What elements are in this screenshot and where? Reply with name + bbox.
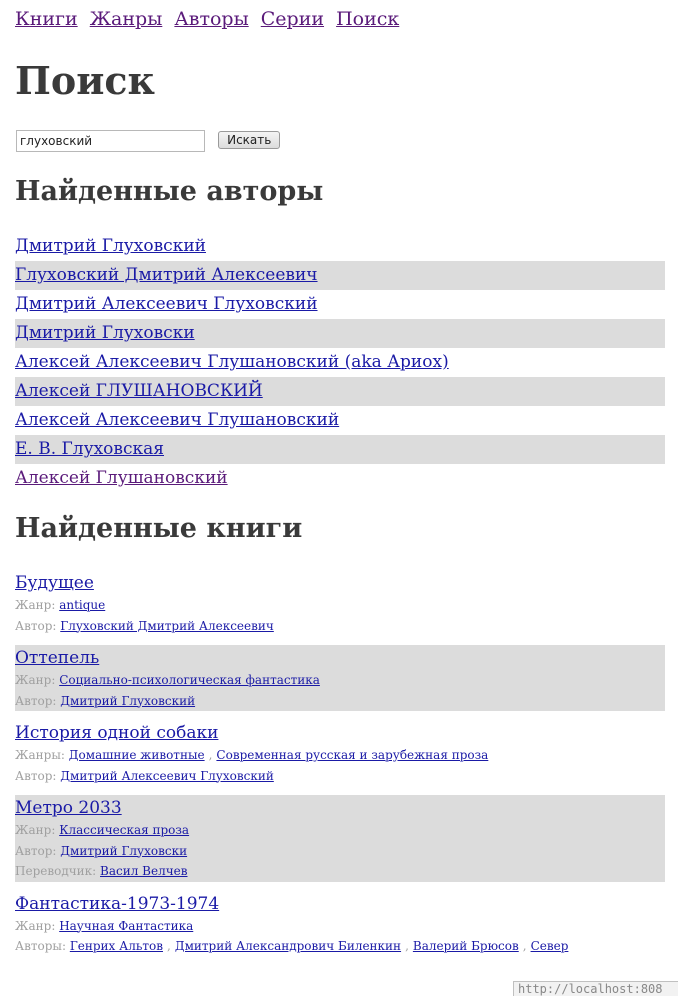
nav-series-link[interactable]: Серии [260, 8, 325, 30]
book-meta-separator: , [522, 939, 527, 953]
book-meta-label: Автор: [15, 768, 57, 783]
book-title-row [15, 892, 665, 916]
book-meta-line [15, 936, 665, 957]
book-meta-line [15, 841, 665, 862]
nav-authors-link[interactable]: Авторы [174, 8, 249, 30]
book-meta-label: Жанр: [15, 598, 56, 612]
book-meta-label: Жанр: [15, 918, 56, 933]
author-row [15, 319, 665, 348]
books-list [15, 570, 665, 966]
book-meta-link[interactable]: Дмитрий Александрович Биленкин [174, 939, 402, 953]
author-link[interactable]: Алексей Алексеевич Глушановский (aka Ариох) [15, 352, 449, 372]
nav-genres-link[interactable]: Жанры [89, 8, 163, 30]
book-meta-line [15, 670, 665, 691]
author-link[interactable]: Е. В. Глуховская [15, 439, 164, 459]
search-input[interactable] [16, 130, 205, 152]
book-title-link[interactable]: Фантастика-1973-1974 [15, 893, 220, 914]
book-meta-line [15, 766, 665, 787]
book-title-link[interactable]: Метро 2033 [15, 798, 122, 818]
book-meta-link[interactable]: Васил Велчев [100, 864, 188, 878]
book-meta-link[interactable]: Социально-психологическая фантастика [59, 673, 320, 687]
book-meta-link[interactable]: Валерий Брюсов [412, 939, 519, 953]
book-meta-link[interactable]: Генрих Альтов [69, 939, 163, 953]
book-item [15, 891, 665, 957]
book-meta-line [15, 745, 665, 766]
search-form [16, 130, 280, 152]
page-title: Поиск [15, 58, 155, 103]
author-row [15, 261, 665, 290]
author-row [15, 464, 665, 493]
author-link[interactable]: Дмитрий Алексеевич Глуховский [15, 294, 318, 314]
book-title-row [15, 571, 665, 595]
book-meta-label: Жанр: [15, 823, 56, 837]
author-link[interactable]: Дмитрий Глуховски [15, 323, 195, 343]
nav-books-link[interactable]: Книги [15, 8, 78, 30]
book-item [15, 795, 665, 882]
book-meta-link[interactable]: Классическая проза [59, 823, 190, 837]
author-row [15, 377, 665, 406]
author-row [15, 348, 665, 377]
book-meta-label: Переводчик: [15, 864, 97, 878]
top-nav [15, 8, 405, 30]
author-link[interactable]: Дмитрий Глуховский [15, 236, 206, 256]
book-title-link[interactable]: Будущее [15, 573, 94, 593]
book-meta-label: Автор: [15, 843, 57, 858]
status-bar-url: http://localhost:808 [513, 981, 678, 996]
book-item [15, 720, 665, 786]
book-meta-link[interactable]: Домашние животные [68, 748, 205, 762]
book-meta-label: Жанр: [15, 673, 56, 687]
book-title-row [15, 721, 665, 745]
book-meta-link[interactable]: antique [59, 598, 106, 612]
book-meta-link[interactable]: Дмитрий Глуховский [60, 693, 196, 708]
book-meta-link[interactable]: Глуховский Дмитрий Алексеевич [60, 618, 274, 633]
search-button[interactable]: Искать [218, 131, 280, 149]
book-meta-separator: , [208, 748, 213, 762]
book-meta-separator: , [166, 939, 171, 953]
book-meta-line [15, 691, 665, 712]
author-link[interactable]: Алексей ГЛУШАНОВСКИЙ [15, 381, 263, 401]
book-title-link[interactable]: Оттепель [15, 648, 100, 668]
book-meta-label: Жанры: [15, 748, 65, 762]
book-meta-label: Автор: [15, 618, 57, 633]
book-meta-line [15, 820, 665, 841]
book-item [15, 570, 665, 636]
author-row [15, 232, 665, 261]
book-meta-link[interactable]: Современная русская и зарубежная проза [216, 748, 489, 762]
nav-search-link[interactable]: Поиск [336, 8, 400, 30]
book-meta-line [15, 861, 665, 882]
book-title-row [15, 796, 665, 820]
book-title-row [15, 646, 665, 670]
book-meta-link[interactable]: Научная Фантастика [59, 918, 194, 933]
book-meta-separator: , [405, 939, 409, 953]
authors-heading: Найденные авторы [15, 176, 324, 207]
book-meta-link[interactable]: Север [530, 939, 569, 953]
author-row [15, 406, 665, 435]
books-heading: Найденные книги [15, 513, 303, 544]
book-meta-line [15, 916, 665, 937]
book-meta-label: Автор: [15, 693, 57, 708]
authors-list [15, 232, 665, 493]
book-title-link[interactable]: История одной собаки [15, 723, 219, 743]
author-row [15, 290, 665, 319]
author-link[interactable]: Глуховский Дмитрий Алексеевич [15, 265, 318, 285]
author-link[interactable]: Алексей Алексеевич Глушановский [15, 410, 340, 430]
author-row [15, 435, 665, 464]
book-meta-link[interactable]: Дмитрий Глуховски [60, 843, 188, 858]
book-item [15, 645, 665, 711]
book-meta-line [15, 616, 665, 637]
book-meta-label: Авторы: [15, 939, 66, 953]
book-meta-line [15, 595, 665, 616]
author-link[interactable]: Алексей Глушановский [15, 468, 228, 488]
book-meta-link[interactable]: Дмитрий Алексеевич Глуховский [60, 768, 274, 783]
